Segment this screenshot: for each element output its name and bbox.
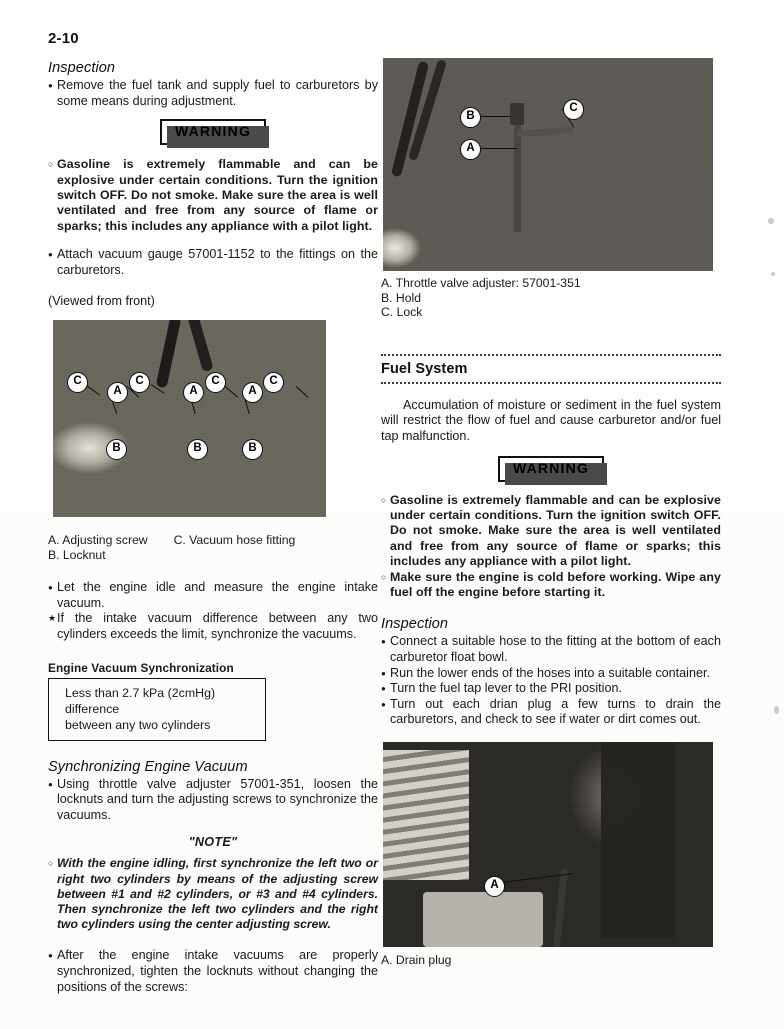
caption-c: C. Lock: [381, 305, 423, 320]
bullet-dot-icon: [381, 666, 386, 682]
list-item-text: Let the engine idle and measure the engine intake vacuum.: [57, 580, 378, 610]
list-item-text: Turn the fuel tap lever to the PRI position.: [390, 681, 622, 696]
list-item: [381, 697, 721, 728]
list-item: [48, 157, 378, 234]
caption-a: A. Adjusting screw: [48, 533, 148, 547]
photo-caption: [381, 953, 721, 968]
spec-box: [48, 678, 266, 741]
spec-value-line-2: between any two cylinders: [65, 717, 211, 732]
photo-callout: C: [205, 372, 226, 393]
right-column-caption: [381, 953, 721, 968]
list-item-text: If the intake vacuum difference between any two cylinders exceeds the limit, synchronize the vacuums.: [57, 611, 378, 641]
list-item: [381, 681, 721, 697]
vacuum-hose: [156, 320, 182, 388]
adjuster-tool-crossbar: [517, 127, 573, 137]
bullet-dot-icon: [48, 948, 53, 964]
caption-b: B. Locknut: [48, 547, 106, 562]
spec-value-line-1: Less than 2.7 kPa (2cmHg) difference: [65, 685, 216, 716]
list-item: [48, 856, 378, 932]
bullet-ring-icon: [381, 570, 386, 586]
photo-callout: B: [460, 107, 481, 128]
warning-body: [381, 493, 721, 601]
list-item-text: Turn out each drian plug a few turns to drain the carburetors, and check to see if water or dirt comes out.: [390, 696, 721, 727]
note-label: "NOTE": [188, 835, 238, 850]
list-item-text: Remove the fuel tank and supply fuel to carburetors by some means during adjustment.: [57, 78, 378, 108]
vacuum-hose: [187, 320, 214, 372]
list-item: [381, 666, 721, 682]
airbox: [601, 742, 675, 938]
list-item: [48, 777, 378, 824]
list-item-text: Connect a suitable hose to the fitting at the bottom of each carburetor float bowl.: [390, 634, 721, 664]
callout-leader: [296, 386, 309, 398]
left-column: [48, 60, 378, 310]
photo-grain: [53, 320, 326, 517]
intro-paragraph-text: Accumulation of moisture or sediment in the fuel system will restrict the flow of fuel and cause carburetor and/or fuel tap malfunction.: [381, 397, 721, 443]
photo-caption: [381, 276, 721, 320]
photo-callout: A: [183, 382, 204, 403]
scan-speckle: [768, 218, 774, 224]
section-heading: Fuel System: [381, 360, 468, 377]
sync-heading: Synchronizing Engine Vacuum: [48, 758, 248, 775]
list-item: [48, 247, 378, 278]
list-item: [381, 570, 721, 601]
photo-callout: B: [242, 439, 263, 460]
inspection-heading: Inspection: [48, 60, 116, 76]
photo-caption: [48, 533, 378, 562]
photo-callout: C: [563, 99, 584, 120]
list-item: [48, 78, 378, 109]
callout-leader: [225, 386, 238, 397]
bullet-dot-icon: [48, 777, 53, 793]
bullet-ring-icon: [48, 157, 53, 173]
scan-speckle: [771, 272, 775, 276]
caption-c: C. Vacuum hose fitting: [173, 533, 296, 547]
caption-a: A. Throttle valve adjuster: 57001-351: [381, 276, 581, 290]
intro-paragraph: [381, 398, 721, 445]
photo-callout: A: [460, 139, 481, 160]
left-column-lower: [48, 527, 378, 995]
bullet-dot-icon: [381, 697, 386, 713]
list-item-text: Attach vacuum gauge 57001-1152 to the fittings on the carburetors.: [57, 247, 378, 277]
callout-leader: [479, 116, 511, 117]
photo-callout: C: [129, 372, 150, 393]
list-item: [48, 580, 378, 611]
photo-callout: A: [107, 382, 128, 403]
viewed-from-front-note: (Viewed from front): [48, 294, 155, 309]
caption-a: A. Drain plug: [381, 953, 452, 967]
drain-hose: [553, 868, 568, 947]
photo-callout: A: [242, 382, 263, 403]
caption-b: B. Hold: [381, 290, 421, 305]
throttle-valve-adjuster-photo: [383, 58, 713, 271]
list-item-text: Gasoline is extremely flammable and can be explosive under certain conditions. Turn the ignition switch OFF. Do not smoke. Make sure the area is well ventilated and free from any source of flame or sparks; this includes any appliance with a pilot light.: [57, 157, 378, 233]
callout-leader: [479, 148, 517, 149]
bullet-dot-icon: [381, 634, 386, 650]
list-item-text: Run the lower ends of the hoses into a suitable container.: [390, 665, 710, 680]
warning-badge-wrap: [381, 456, 721, 482]
photo-callout: B: [187, 439, 208, 460]
engine-case: [423, 892, 543, 947]
warning-badge-wrap: [48, 119, 378, 145]
drain-plug-photo: [383, 742, 713, 947]
note-body: [48, 856, 378, 932]
photo-callout: C: [67, 372, 88, 393]
list-item: [381, 634, 721, 665]
bullet-star-icon: [48, 611, 56, 627]
bullet-ring-icon: [48, 856, 53, 872]
bullet-dot-icon: [48, 78, 53, 94]
bullet-dot-icon: [48, 580, 53, 596]
bullet-dot-icon: [381, 681, 386, 697]
warning-badge: WARNING: [498, 456, 604, 482]
carburetor-bank-photo: [53, 320, 326, 517]
warning-body: [48, 157, 378, 234]
adjuster-tool-head: [510, 103, 524, 125]
list-item-text: Gasoline is extremely flammable and can be explosive under certain conditions. Turn the ignition switch OFF. Do not smoke. Make sure the area is well ventilated and free from any source of flame or sparks; this includes any appliance with a pilot light.: [390, 492, 721, 569]
bullet-dot-icon: [48, 247, 53, 263]
list-item-text: Using throttle valve adjuster 57001-351, loosen the locknuts and turn the adjusting screws to synchronize the vacuums.: [57, 776, 378, 822]
list-item: [48, 611, 378, 642]
photo-callout: B: [106, 439, 127, 460]
list-item: [48, 948, 378, 995]
photo-callout: C: [263, 372, 284, 393]
photo-callout: A: [484, 876, 505, 897]
page-number: 2-10: [48, 30, 79, 47]
list-item-text: After the engine intake vacuums are properly synchronized, tighten the locknuts without changing the positions of the screws:: [57, 948, 378, 994]
scan-speckle: [774, 706, 779, 714]
inspection-heading: Inspection: [381, 616, 449, 633]
right-column: [381, 276, 721, 728]
warning-badge: WARNING: [160, 119, 266, 145]
list-item-text: With the engine idling, first synchronize the left two or right two cylinders by means of the adjusting screw between #1 and #2 cylinders, or #3 and #4 cylinders. Then synchronize the left two cylinders and the right two cylinders using the center adjusting screw.: [57, 856, 378, 932]
bullet-ring-icon: [381, 493, 386, 509]
cylinder-fins: [383, 750, 469, 880]
list-item-text: Make sure the engine is cold before working. Wipe any fuel off the engine before starting it.: [390, 569, 721, 599]
list-item: [381, 493, 721, 570]
spec-title: Engine Vacuum Synchronization: [48, 660, 234, 675]
